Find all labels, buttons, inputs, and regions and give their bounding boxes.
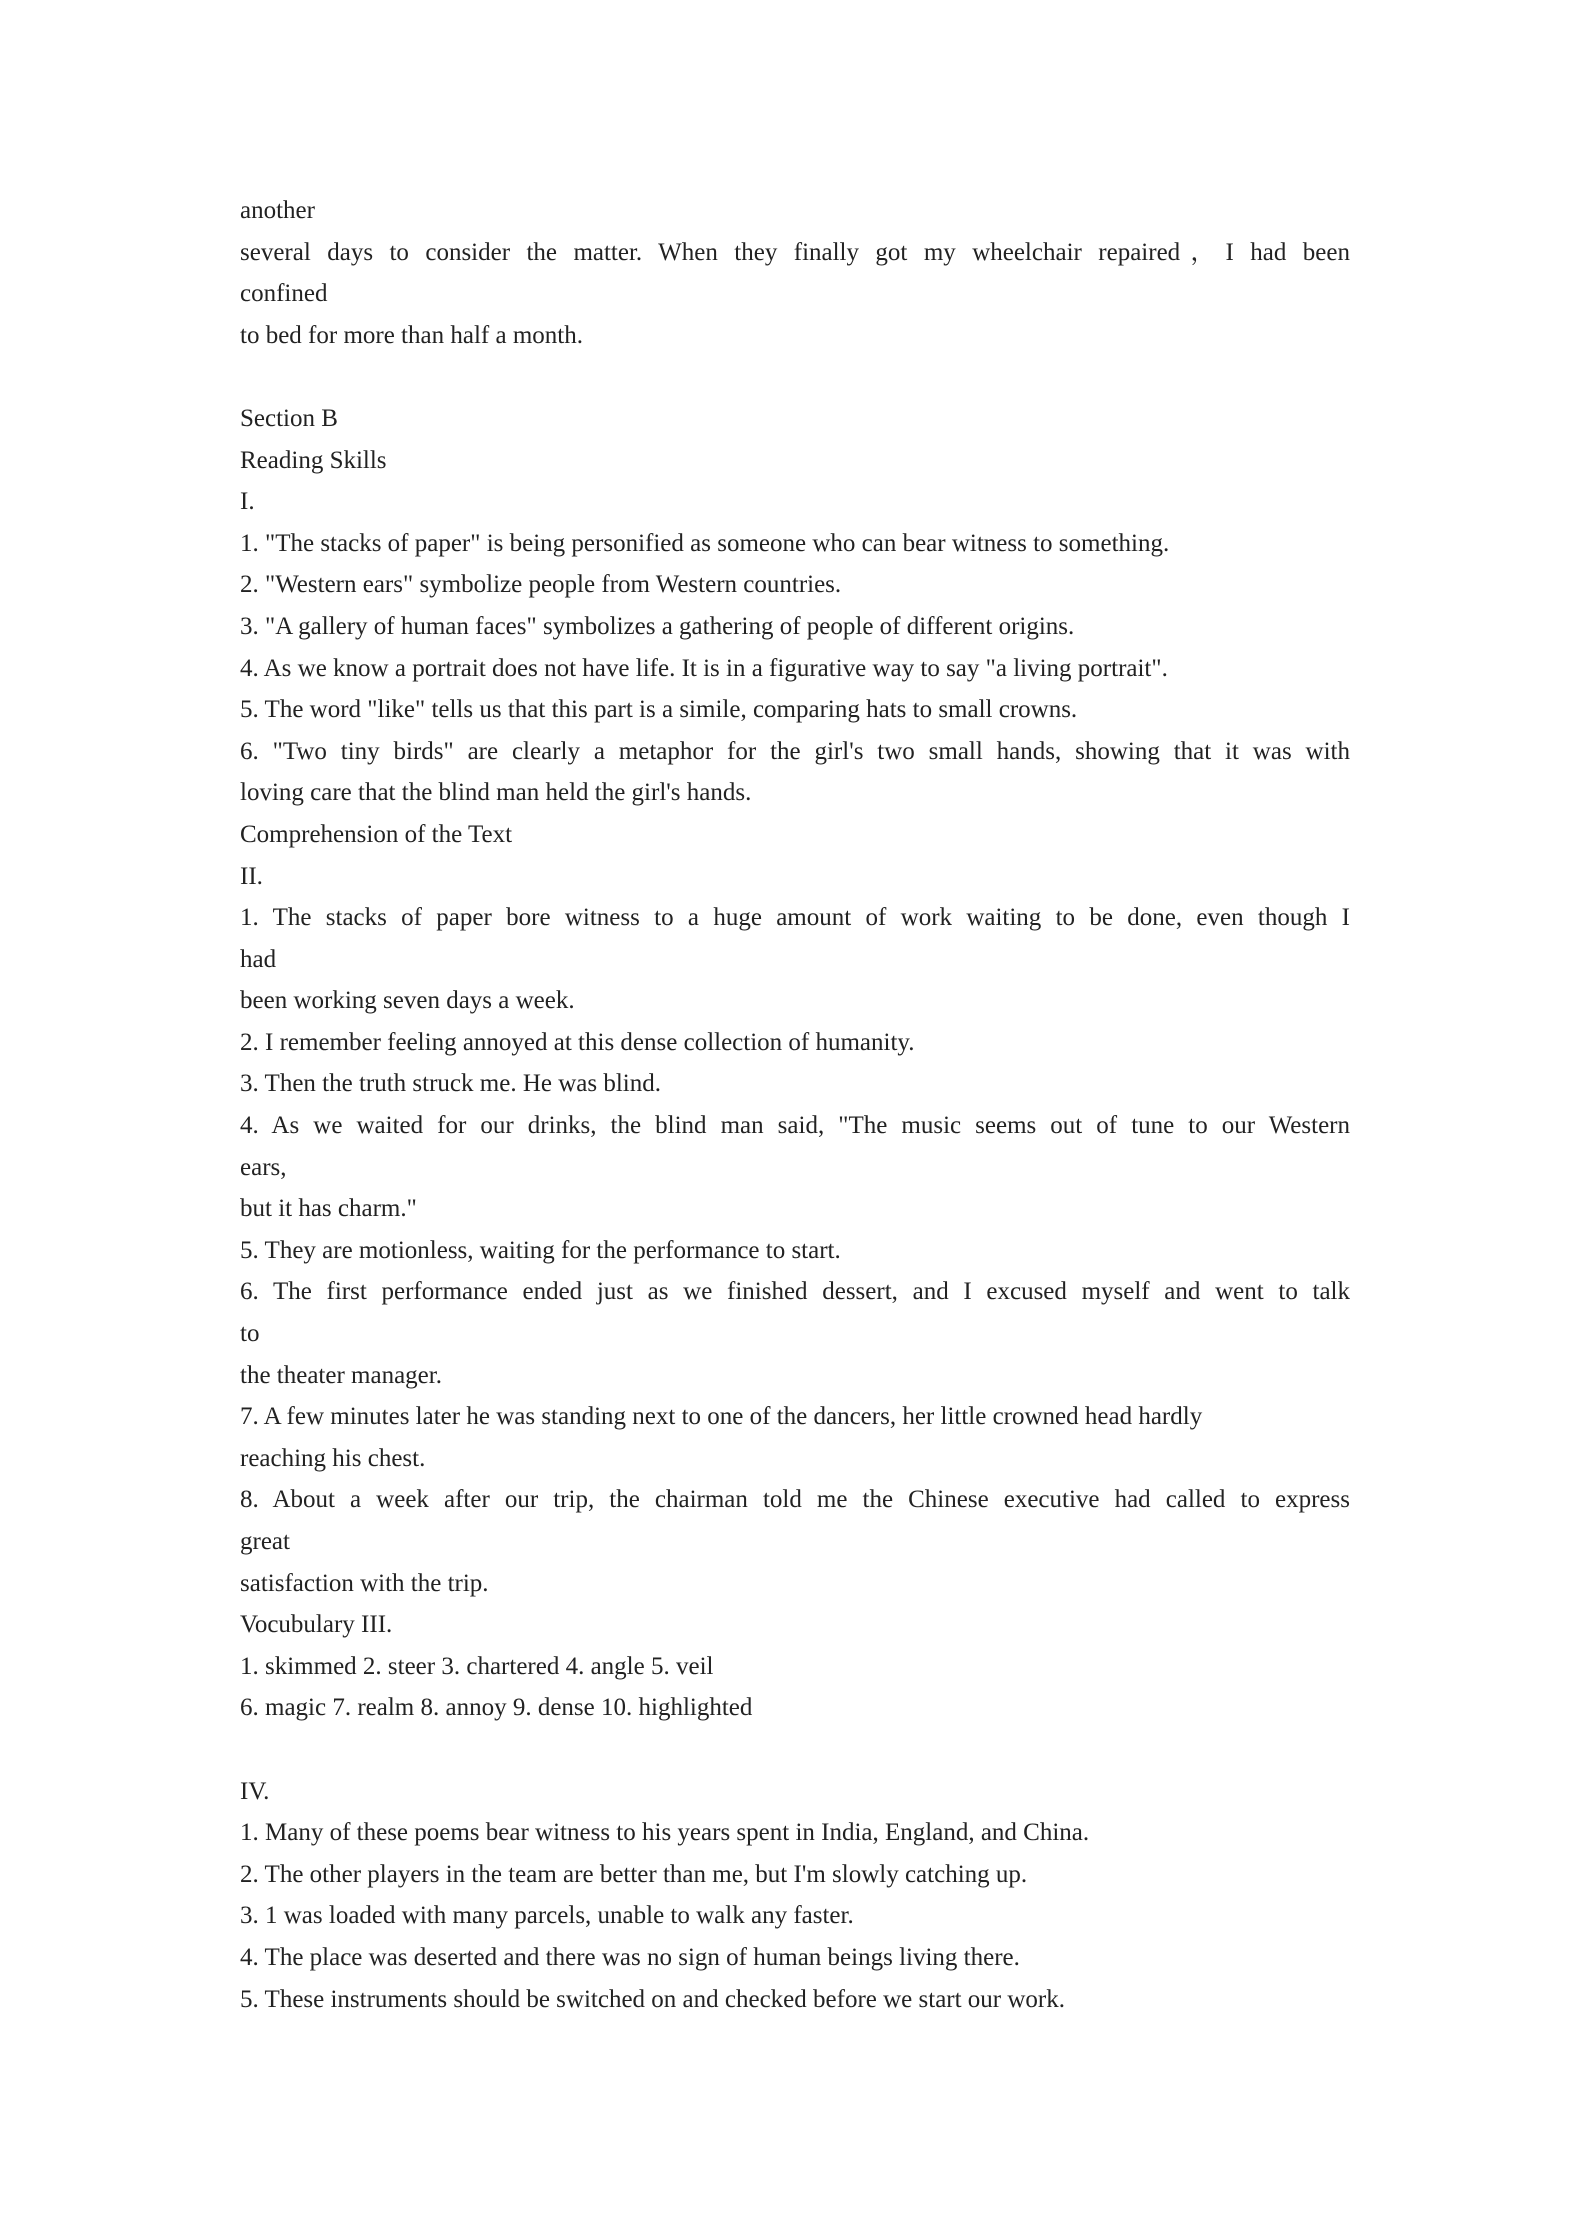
text-line: confined [240, 280, 328, 308]
answer-line: 2. I remember feeling annoyed at this dense collection of humanity. [240, 1028, 915, 1056]
answer-line: but it has charm." [240, 1195, 417, 1223]
answer-line: reaching his chest. [240, 1444, 426, 1472]
answer-line: 8. About a week after our trip, the chairman told me the Chinese executive had called to express [240, 1486, 1350, 1514]
answer-line: 3. "A gallery of human faces" symbolizes a gathering of people of different origins. [240, 612, 1075, 640]
part-label: IV. [240, 1777, 270, 1805]
text-line: to bed for more than half a month. [240, 321, 583, 349]
subsection-title: Reading Skills [240, 446, 387, 474]
answer-line: 6. magic 7. realm 8. annoy 9. dense 10. highlighted [240, 1694, 753, 1722]
answer-line: to [240, 1320, 260, 1348]
answer-line: 4. As we know a portrait does not have life. It is in a figurative way to say "a living portrait". [240, 654, 1168, 682]
answer-line: had [240, 945, 277, 973]
blank-line [240, 356, 1350, 398]
answer-line: 5. They are motionless, waiting for the performance to start. [240, 1236, 841, 1264]
answer-line: 3. Then the truth struck me. He was blind. [240, 1070, 661, 1098]
answer-line: 5. The word "like" tells us that this part is a simile, comparing hats to small crowns. [240, 696, 1078, 724]
document-page [240, 190, 1350, 2020]
answer-line: 1. The stacks of paper bore witness to a huge amount of work waiting to be done, even though I [240, 904, 1350, 932]
answer-line: the theater manager. [240, 1361, 442, 1389]
answer-line: 2. The other players in the team are better than me, but I'm slowly catching up. [240, 1860, 1028, 1888]
answer-line: loving care that the blind man held the girl's hands. [240, 779, 752, 807]
answer-line: great [240, 1528, 290, 1555]
answer-line: 1. "The stacks of paper" is being personified as someone who can bear witness to something. [240, 529, 1170, 557]
part-label: I. [240, 488, 255, 516]
answer-line: ears, [240, 1153, 287, 1181]
subsection-title: Vocubulary III. [240, 1611, 393, 1639]
blank-line [240, 1729, 1350, 1771]
answer-line: 5. These instruments should be switched on and checked before we start our work. [240, 1985, 1066, 2013]
answer-line: 4. As we waited for our drinks, the blind man said, "The music seems out of tune to our Western [240, 1112, 1350, 1140]
answer-line: 6. The first performance ended just as we finished dessert, and I excused myself and went to talk [240, 1278, 1350, 1306]
answer-line: 1. skimmed 2. steer 3. chartered 4. angle 5. veil [240, 1652, 714, 1680]
answer-line: 6. "Two tiny birds" are clearly a metaphor for the girl's two small hands, showing that it was with [240, 737, 1350, 765]
answer-line: 4. The place was deserted and there was no sign of human beings living there. [240, 1943, 1020, 1971]
answer-line: 3. 1 was loaded with many parcels, unable to walk any faster. [240, 1902, 854, 1930]
subsection-title: Comprehension of the Text [240, 820, 513, 848]
section-title: Section B [240, 404, 338, 432]
answer-line: 2. "Western ears" symbolize people from Western countries. [240, 571, 842, 599]
part-label: II. [240, 862, 263, 890]
text-line: several days to consider the matter. When they finally got my wheelchair repaired，I had been [240, 238, 1350, 266]
text-line: another [240, 197, 315, 224]
answer-line: 1. Many of these poems bear witness to his years spent in India, England, and China. [240, 1819, 1090, 1847]
answer-line: 7. A few minutes later he was standing next to one of the dancers, her little crowned head hardly [240, 1403, 1203, 1431]
answer-line: satisfaction with the trip. [240, 1569, 489, 1597]
answer-line: been working seven days a week. [240, 987, 575, 1015]
